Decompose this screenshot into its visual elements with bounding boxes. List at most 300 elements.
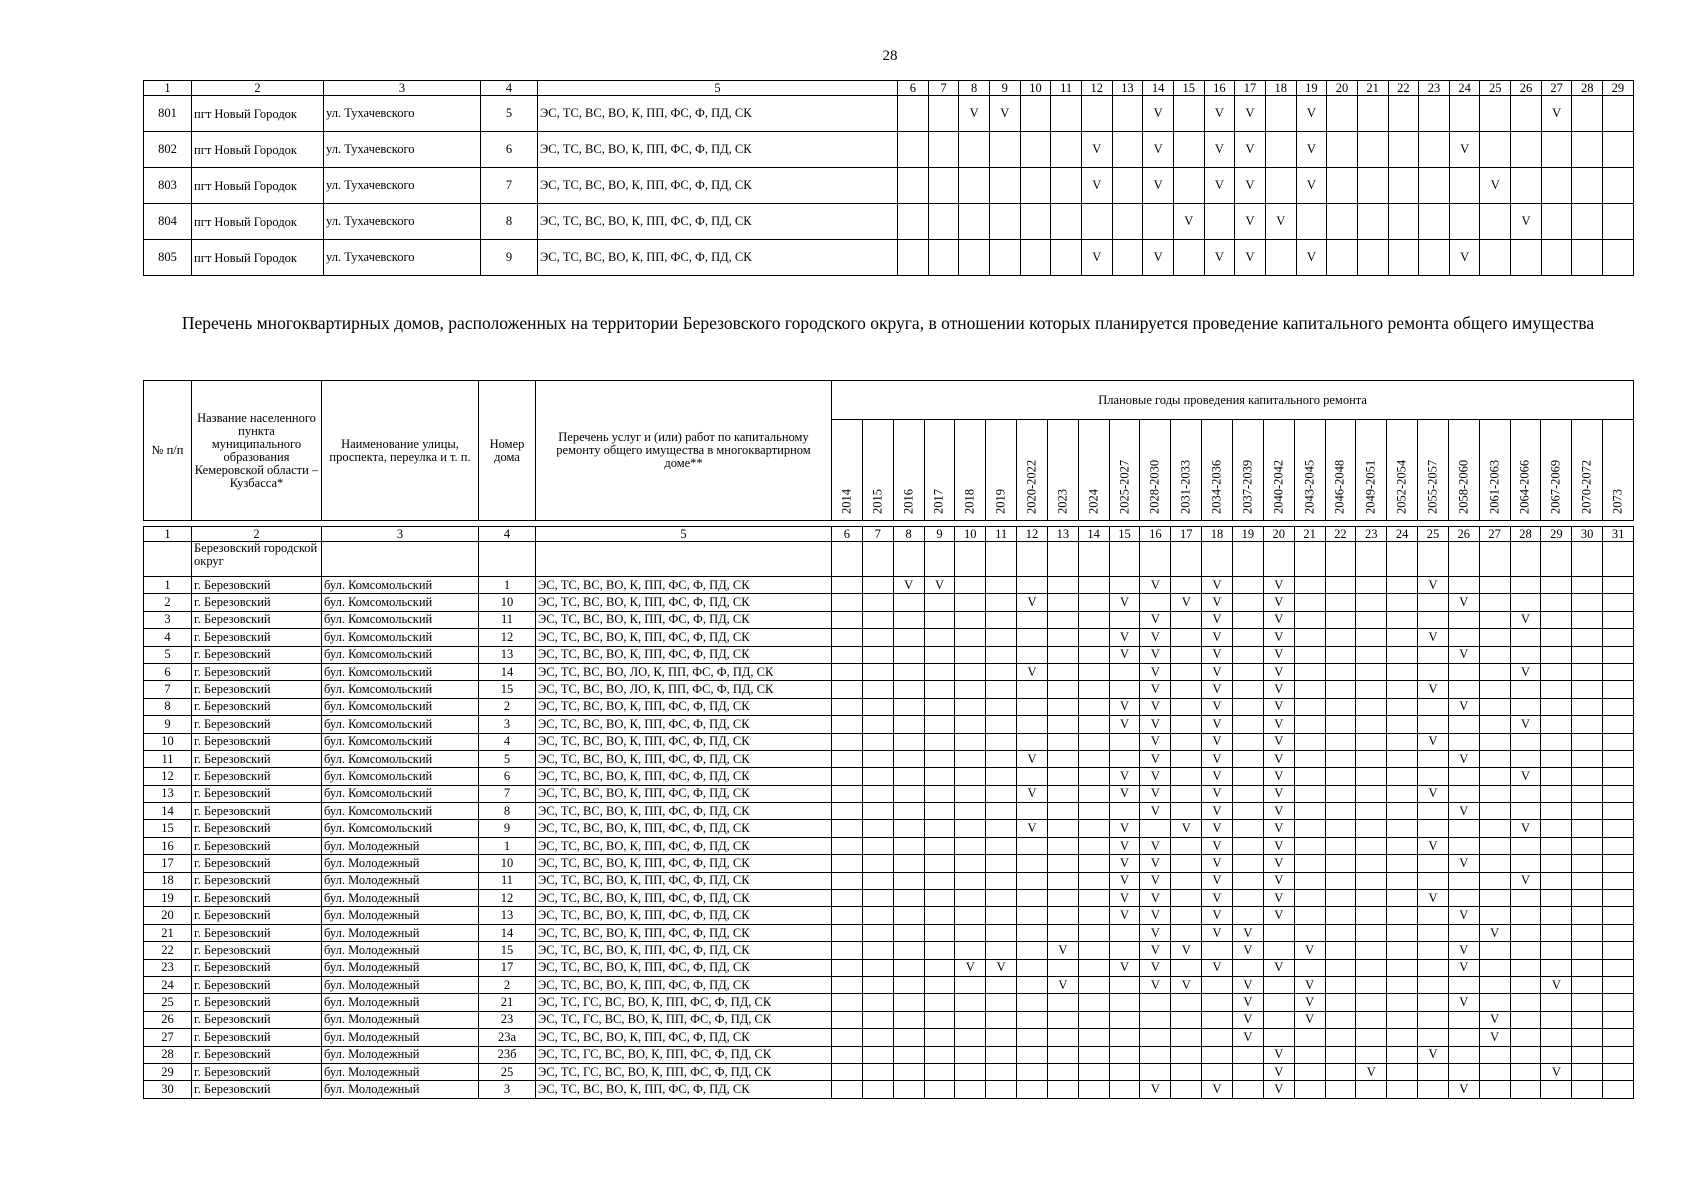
- year-mark-cell: [1263, 924, 1294, 941]
- year-mark-cell: V: [1017, 663, 1048, 680]
- region-empty-cell: [955, 542, 986, 577]
- street-cell: бул. Комсомольский: [322, 681, 479, 698]
- region-empty-cell: [1047, 542, 1078, 577]
- year-mark-cell: [1265, 240, 1296, 276]
- region-empty-cell: [1541, 542, 1572, 577]
- year-mark-cell: [1541, 733, 1572, 750]
- year-mark-cell: [924, 872, 955, 889]
- year-mark-cell: V: [1140, 577, 1171, 594]
- table-row: [144, 698, 1634, 715]
- year-mark-cell: [832, 872, 863, 889]
- year-mark-cell: [955, 611, 986, 628]
- year-mark-cell: [1448, 890, 1479, 907]
- year-mark-cell: [893, 1029, 924, 1046]
- year-mark-cell: [955, 785, 986, 802]
- table-row: [144, 629, 1634, 646]
- year-mark-cell: [1263, 1029, 1294, 1046]
- column-number: 8: [893, 527, 924, 542]
- services-cell: ЭС, ТС, ВС, ВО, К, ПП, ФС, Ф, ПД, СК: [538, 204, 898, 240]
- street-cell: бул. Комсомольский: [322, 629, 479, 646]
- year-mark-cell: [1480, 204, 1511, 240]
- year-mark-cell: [1047, 611, 1078, 628]
- year-mark-cell: [1572, 959, 1603, 976]
- year-mark-cell: [955, 1063, 986, 1080]
- year-mark-cell: [832, 890, 863, 907]
- year-mark-cell: [1572, 611, 1603, 628]
- year-mark-cell: [1480, 240, 1511, 276]
- year-mark-cell: [1419, 96, 1450, 132]
- year-mark-cell: [1171, 1063, 1202, 1080]
- year-mark-cell: [898, 132, 929, 168]
- year-mark-cell: [1448, 872, 1479, 889]
- year-mark-cell: [1572, 924, 1603, 941]
- year-mark-cell: [862, 646, 893, 663]
- year-mark-cell: [1294, 577, 1325, 594]
- year-mark-cell: [832, 994, 863, 1011]
- year-mark-cell: [1051, 240, 1082, 276]
- year-mark-cell: [1171, 1011, 1202, 1028]
- year-mark-cell: V: [1232, 976, 1263, 993]
- year-mark-cell: [1078, 750, 1109, 767]
- year-mark-cell: [832, 1063, 863, 1080]
- year-mark-cell: V: [1202, 837, 1233, 854]
- year-mark-cell: V: [1418, 681, 1449, 698]
- year-mark-cell: V: [1140, 629, 1171, 646]
- year-mark-cell: [1171, 785, 1202, 802]
- year-mark-cell: [1263, 942, 1294, 959]
- year-mark-cell: [1510, 629, 1541, 646]
- year-mark-cell: V: [1263, 785, 1294, 802]
- locality-cell: пгт Новый Городок: [192, 168, 324, 204]
- year-mark-cell: [1603, 942, 1634, 959]
- year-header: [893, 420, 924, 521]
- year-mark-cell: [832, 837, 863, 854]
- year-mark-cell: [1325, 594, 1356, 611]
- year-mark-cell: [1356, 577, 1387, 594]
- year-mark-cell: [893, 594, 924, 611]
- year-mark-cell: [1541, 959, 1572, 976]
- services-cell: ЭС, ТС, ВС, ВО, К, ПП, ФС, Ф, ПД, СК: [538, 168, 898, 204]
- year-mark-cell: [1109, 1029, 1140, 1046]
- year-mark-cell: [986, 733, 1017, 750]
- year-mark-cell: [832, 1046, 863, 1063]
- year-mark-cell: [1171, 924, 1202, 941]
- year-mark-cell: V: [1235, 204, 1266, 240]
- year-mark-cell: V: [1448, 750, 1479, 767]
- year-mark-cell: V: [1510, 611, 1541, 628]
- year-mark-cell: V: [1263, 663, 1294, 680]
- year-mark-cell: [1204, 204, 1235, 240]
- year-mark-cell: [1603, 994, 1634, 1011]
- row-number: 804: [144, 204, 192, 240]
- year-mark-cell: [1479, 837, 1510, 854]
- year-mark-cell: [862, 837, 893, 854]
- year-mark-cell: [1232, 646, 1263, 663]
- region-empty-cell: [1572, 542, 1603, 577]
- year-mark-cell: [1140, 1046, 1171, 1063]
- year-mark-cell: [1325, 1011, 1356, 1028]
- year-mark-cell: [1356, 733, 1387, 750]
- services-cell: ЭС, ТС, ГС, ВС, ВО, К, ПП, ФС, Ф, ПД, СК: [536, 1011, 832, 1028]
- year-mark-cell: [959, 204, 990, 240]
- year-label: 2028-2030: [1147, 459, 1162, 514]
- year-mark-cell: [1017, 1011, 1048, 1028]
- year-mark-cell: [955, 1011, 986, 1028]
- year-mark-cell: [1541, 820, 1572, 837]
- year-mark-cell: [1171, 577, 1202, 594]
- year-mark-cell: V: [1296, 168, 1327, 204]
- table-row: [144, 994, 1634, 1011]
- year-mark-cell: [1202, 1029, 1233, 1046]
- year-mark-cell: [1017, 924, 1048, 941]
- column-number-row: [144, 81, 1634, 96]
- year-mark-cell: [1325, 942, 1356, 959]
- year-mark-cell: [1603, 1029, 1634, 1046]
- house-cell: 13: [479, 907, 536, 924]
- year-mark-cell: [832, 716, 863, 733]
- house-cell: 15: [479, 681, 536, 698]
- year-mark-cell: [1418, 750, 1449, 767]
- year-mark-cell: [924, 1081, 955, 1098]
- year-mark-cell: [986, 890, 1017, 907]
- house-cell: 10: [479, 594, 536, 611]
- year-mark-cell: [1171, 750, 1202, 767]
- year-mark-cell: [1572, 240, 1603, 276]
- year-mark-cell: [1357, 168, 1388, 204]
- year-mark-cell: [1109, 1046, 1140, 1063]
- table-row: [144, 663, 1634, 680]
- column-number: 18: [1265, 81, 1296, 96]
- services-cell: ЭС, ТС, ВС, ВО, К, ПП, ФС, Ф, ПД, СК: [536, 698, 832, 715]
- table-row: [144, 1046, 1634, 1063]
- year-mark-cell: [1020, 240, 1051, 276]
- year-mark-cell: [1572, 785, 1603, 802]
- year-mark-cell: [832, 768, 863, 785]
- year-mark-cell: V: [1263, 1081, 1294, 1098]
- year-mark-cell: [1418, 1081, 1449, 1098]
- year-mark-cell: [1510, 994, 1541, 1011]
- services-cell: ЭС, ТС, ВС, ВО, К, ПП, ФС, Ф, ПД, СК: [536, 594, 832, 611]
- year-mark-cell: [1294, 733, 1325, 750]
- year-mark-cell: [1387, 1046, 1418, 1063]
- year-mark-cell: [1387, 1063, 1418, 1080]
- year-mark-cell: [1387, 872, 1418, 889]
- year-mark-cell: [1171, 629, 1202, 646]
- year-mark-cell: [1294, 768, 1325, 785]
- column-number: 19: [1232, 527, 1263, 542]
- year-mark-cell: [1020, 96, 1051, 132]
- year-mark-cell: V: [1202, 646, 1233, 663]
- year-mark-cell: [1017, 698, 1048, 715]
- year-mark-cell: [1603, 132, 1634, 168]
- year-mark-cell: [924, 750, 955, 767]
- year-mark-cell: [1479, 629, 1510, 646]
- year-mark-cell: [862, 924, 893, 941]
- year-mark-cell: [924, 716, 955, 733]
- year-mark-cell: [1232, 1046, 1263, 1063]
- locality-cell: г. Березовский: [192, 663, 322, 680]
- column-number: 7: [928, 81, 959, 96]
- region-empty-cell: [1448, 542, 1479, 577]
- year-mark-cell: V: [924, 577, 955, 594]
- column-number: 7: [862, 527, 893, 542]
- year-mark-cell: [1418, 942, 1449, 959]
- services-cell: ЭС, ТС, ВС, ВО, К, ПП, ФС, Ф, ПД, СК: [538, 132, 898, 168]
- year-mark-cell: [1479, 942, 1510, 959]
- table-row: [144, 855, 1634, 872]
- year-mark-cell: [1171, 681, 1202, 698]
- year-mark-cell: [1078, 768, 1109, 785]
- column-number: 1: [144, 81, 192, 96]
- year-mark-cell: [1047, 768, 1078, 785]
- year-mark-cell: [1263, 1011, 1294, 1028]
- year-mark-cell: [1047, 924, 1078, 941]
- year-mark-cell: V: [1294, 942, 1325, 959]
- locality-cell: г. Березовский: [192, 907, 322, 924]
- year-mark-cell: [1078, 629, 1109, 646]
- year-mark-cell: [1603, 168, 1634, 204]
- year-header: [1263, 420, 1294, 521]
- year-mark-cell: [1078, 820, 1109, 837]
- year-mark-cell: [1078, 681, 1109, 698]
- year-mark-cell: V: [1202, 785, 1233, 802]
- street-cell: бул. Молодежный: [322, 1081, 479, 1098]
- table-row: [144, 132, 1634, 168]
- year-mark-cell: [1603, 698, 1634, 715]
- year-mark-cell: [1357, 204, 1388, 240]
- year-mark-cell: [862, 1029, 893, 1046]
- region-empty-cell: [986, 542, 1017, 577]
- year-mark-cell: [1173, 96, 1204, 132]
- house-cell: 5: [479, 750, 536, 767]
- table-row: [144, 716, 1634, 733]
- year-mark-cell: [1232, 785, 1263, 802]
- year-mark-cell: V: [1109, 629, 1140, 646]
- year-label: 2024: [1086, 489, 1101, 514]
- year-mark-cell: [1109, 803, 1140, 820]
- table-row: [144, 907, 1634, 924]
- house-cell: 14: [479, 663, 536, 680]
- year-mark-cell: [1388, 96, 1419, 132]
- year-mark-cell: [1047, 594, 1078, 611]
- year-mark-cell: [1510, 924, 1541, 941]
- year-mark-cell: [1356, 716, 1387, 733]
- year-mark-cell: V: [893, 577, 924, 594]
- column-number: 29: [1541, 527, 1572, 542]
- row-number: 26: [144, 1011, 192, 1028]
- year-mark-cell: [1572, 1029, 1603, 1046]
- year-mark-cell: [898, 168, 929, 204]
- year-mark-cell: V: [1109, 594, 1140, 611]
- year-mark-cell: [1327, 132, 1358, 168]
- year-mark-cell: [955, 594, 986, 611]
- year-mark-cell: [1078, 803, 1109, 820]
- year-mark-cell: [893, 872, 924, 889]
- year-mark-cell: [1603, 577, 1634, 594]
- year-mark-cell: [1020, 168, 1051, 204]
- year-mark-cell: [1232, 750, 1263, 767]
- street-cell: бул. Молодежный: [322, 959, 479, 976]
- year-mark-cell: [1325, 890, 1356, 907]
- year-label: 2037-2039: [1240, 459, 1255, 514]
- year-mark-cell: [1078, 716, 1109, 733]
- column-number: 4: [481, 81, 538, 96]
- year-mark-cell: [1387, 959, 1418, 976]
- year-mark-cell: [1418, 872, 1449, 889]
- year-label: 2023: [1055, 489, 1070, 514]
- year-mark-cell: [1603, 1046, 1634, 1063]
- year-mark-cell: [1232, 890, 1263, 907]
- year-mark-cell: [1541, 924, 1572, 941]
- year-mark-cell: V: [1263, 577, 1294, 594]
- region-empty-cell: [1017, 542, 1048, 577]
- year-mark-cell: [1325, 803, 1356, 820]
- year-label: 2061-2063: [1487, 459, 1502, 514]
- column-number: 13: [1112, 81, 1143, 96]
- year-mark-cell: [1572, 1011, 1603, 1028]
- year-mark-cell: V: [1263, 803, 1294, 820]
- year-header: [1232, 420, 1263, 521]
- year-mark-cell: [1327, 168, 1358, 204]
- year-mark-cell: V: [1140, 768, 1171, 785]
- year-mark-cell: [898, 240, 929, 276]
- year-mark-cell: [1418, 994, 1449, 1011]
- year-mark-cell: [1479, 1081, 1510, 1098]
- year-mark-cell: [1171, 611, 1202, 628]
- street-cell: бул. Молодежный: [322, 976, 479, 993]
- region-empty-cell: [1294, 542, 1325, 577]
- year-mark-cell: [1387, 611, 1418, 628]
- year-header: [1140, 420, 1171, 521]
- year-mark-cell: [1171, 994, 1202, 1011]
- year-mark-cell: [1051, 132, 1082, 168]
- year-mark-cell: V: [1510, 768, 1541, 785]
- year-mark-cell: [1294, 924, 1325, 941]
- year-header: [1078, 420, 1109, 521]
- year-mark-cell: V: [1202, 681, 1233, 698]
- column-number: 10: [1020, 81, 1051, 96]
- year-mark-cell: [832, 733, 863, 750]
- year-mark-cell: V: [1143, 168, 1174, 204]
- house-cell: 6: [481, 132, 538, 168]
- year-mark-cell: [1480, 132, 1511, 168]
- year-mark-cell: [1479, 994, 1510, 1011]
- year-mark-cell: [1418, 976, 1449, 993]
- year-label: 2018: [962, 489, 977, 514]
- year-mark-cell: [1356, 907, 1387, 924]
- year-mark-cell: [1356, 629, 1387, 646]
- year-mark-cell: [1572, 646, 1603, 663]
- year-mark-cell: [1541, 872, 1572, 889]
- year-mark-cell: V: [1263, 855, 1294, 872]
- year-label: 2016: [901, 489, 916, 514]
- year-mark-cell: [1387, 681, 1418, 698]
- street-cell: бул. Молодежный: [322, 907, 479, 924]
- services-cell: ЭС, ТС, ВС, ВО, ЛО, К, ПП, ФС, Ф, ПД, СК: [536, 681, 832, 698]
- year-mark-cell: V: [1202, 1081, 1233, 1098]
- region-empty-cell: [1356, 542, 1387, 577]
- year-label: 2031-2033: [1178, 459, 1193, 514]
- year-label: 2055-2057: [1425, 459, 1440, 514]
- row-number: 28: [144, 1046, 192, 1063]
- year-mark-cell: [1294, 698, 1325, 715]
- year-mark-cell: [1232, 907, 1263, 924]
- table-row: [144, 924, 1634, 941]
- year-mark-cell: [1572, 96, 1603, 132]
- column-number: 1: [144, 527, 192, 542]
- year-mark-cell: V: [1202, 750, 1233, 767]
- row-number: 9: [144, 716, 192, 733]
- region-empty-cell: [1232, 542, 1263, 577]
- year-mark-cell: V: [1081, 240, 1112, 276]
- year-mark-cell: [1572, 942, 1603, 959]
- services-cell: ЭС, ТС, ГС, ВС, ВО, К, ПП, ФС, Ф, ПД, СК: [536, 1063, 832, 1080]
- year-mark-cell: [1020, 132, 1051, 168]
- year-mark-cell: [1112, 96, 1143, 132]
- year-mark-cell: [1449, 204, 1480, 240]
- street-cell: бул. Молодежный: [322, 890, 479, 907]
- year-mark-cell: [1357, 132, 1388, 168]
- column-number: 4: [479, 527, 536, 542]
- year-mark-cell: [1047, 785, 1078, 802]
- locality-cell: г. Березовский: [192, 611, 322, 628]
- year-mark-cell: [893, 733, 924, 750]
- year-mark-cell: [1603, 646, 1634, 663]
- year-mark-cell: [1480, 96, 1511, 132]
- year-mark-cell: [1541, 837, 1572, 854]
- locality-cell: г. Березовский: [192, 716, 322, 733]
- year-mark-cell: [832, 959, 863, 976]
- year-mark-cell: [1078, 959, 1109, 976]
- year-mark-cell: V: [1263, 733, 1294, 750]
- year-mark-cell: [1109, 976, 1140, 993]
- year-mark-cell: [1541, 663, 1572, 680]
- street-cell: бул. Комсомольский: [322, 733, 479, 750]
- year-mark-cell: [1356, 994, 1387, 1011]
- year-mark-cell: V: [1140, 907, 1171, 924]
- year-mark-cell: V: [1171, 594, 1202, 611]
- table-row: [144, 733, 1634, 750]
- year-mark-cell: [1510, 803, 1541, 820]
- year-mark-cell: V: [1448, 698, 1479, 715]
- year-mark-cell: V: [1081, 132, 1112, 168]
- year-mark-cell: [1202, 942, 1233, 959]
- year-mark-cell: [1356, 890, 1387, 907]
- year-mark-cell: V: [1418, 1046, 1449, 1063]
- column-number: 25: [1418, 527, 1449, 542]
- year-mark-cell: [1479, 785, 1510, 802]
- table-row: [144, 646, 1634, 663]
- year-mark-cell: [1388, 168, 1419, 204]
- year-mark-cell: [986, 1063, 1017, 1080]
- year-mark-cell: V: [1263, 837, 1294, 854]
- year-mark-cell: [1479, 872, 1510, 889]
- street-cell: бул. Комсомольский: [322, 716, 479, 733]
- region-empty-cell: [144, 542, 192, 577]
- year-mark-cell: [1603, 1081, 1634, 1098]
- year-mark-cell: V: [1140, 611, 1171, 628]
- year-mark-cell: V: [1449, 240, 1480, 276]
- year-header: [1109, 420, 1140, 521]
- year-mark-cell: V: [1140, 959, 1171, 976]
- header-street: Наименование улицы, проспекта, переулка и т. п.: [322, 381, 479, 521]
- year-mark-cell: [1140, 994, 1171, 1011]
- column-number: 23: [1356, 527, 1387, 542]
- locality-cell: пгт Новый Городок: [192, 96, 324, 132]
- year-mark-cell: [898, 204, 929, 240]
- region-empty-cell: [479, 542, 536, 577]
- table-row: [144, 611, 1634, 628]
